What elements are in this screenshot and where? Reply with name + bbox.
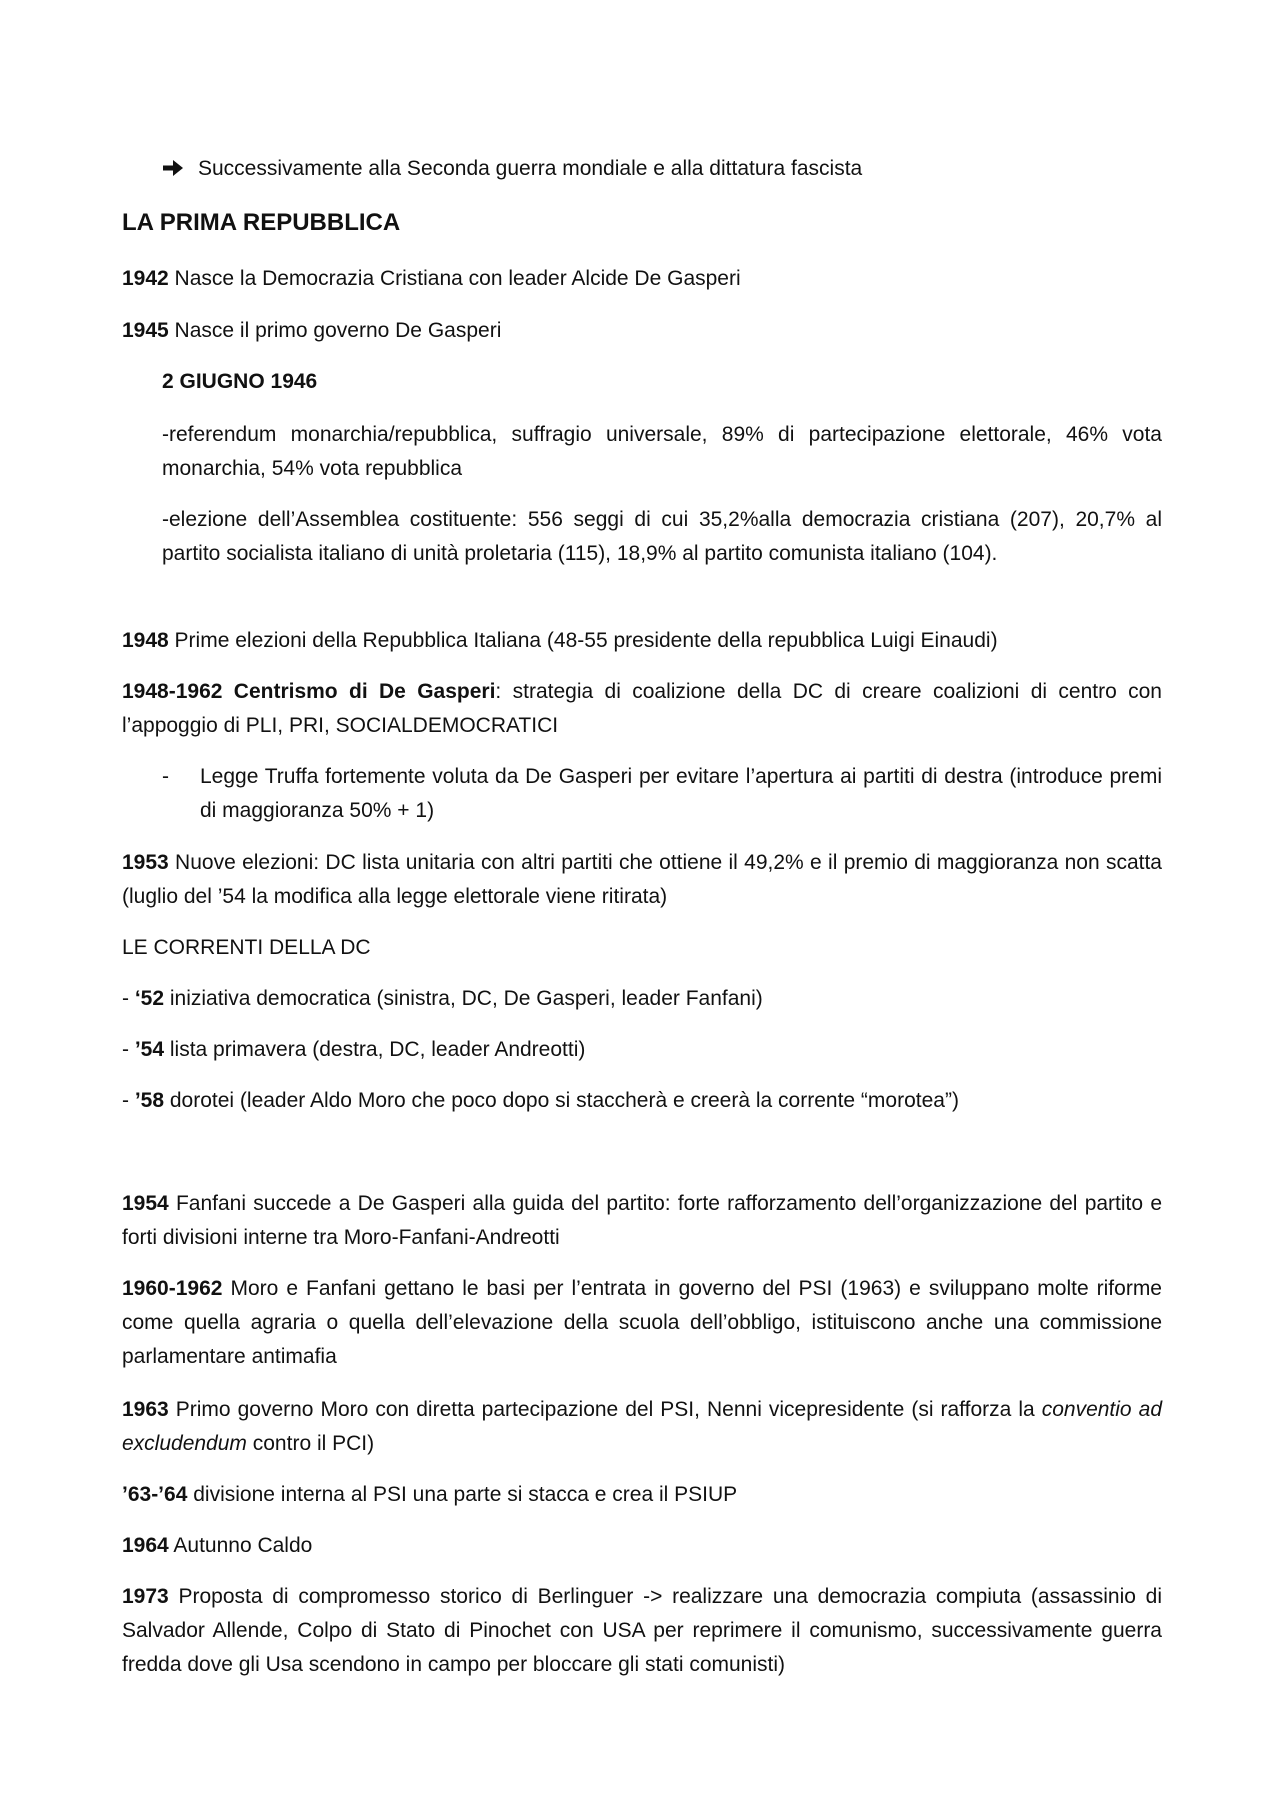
corrente-prefix: - xyxy=(122,1089,135,1112)
event-text: Prime elezioni della Repubblica Italiana (48-55 presidente della repubblica Luigi Einaudi) xyxy=(168,629,998,652)
corrente-year: ’58 xyxy=(134,1089,165,1112)
corrente-year: ’54 xyxy=(134,1038,165,1061)
event-1945 xyxy=(122,314,1162,348)
assemblea-paragraph: -elezione dell’Assemblea costituente: 556 seggi di cui 35,2%alla democrazia cristiana (207), 20,7% al partito socialista italiano di unità proletaria (115), 18,9% al partito comunista italiano (104). xyxy=(162,508,1162,565)
section-title: LA PRIMA REPUBBLICA xyxy=(122,209,401,236)
event-year: 1945 xyxy=(122,319,169,342)
referendum-paragraph: -referendum monarchia/repubblica, suffragio universale, 89% di partecipazione elettorale, 46% vota monarchia, 54% vota repubblica xyxy=(162,423,1162,480)
event-year: ’63-’64 xyxy=(122,1483,188,1506)
correnti-title: LE CORRENTI DELLA DC xyxy=(122,936,371,959)
subheading-2-giugno-1946: 2 GIUGNO 1946 xyxy=(162,370,318,393)
corrente-text: lista primavera (destra, DC, leader Andreotti) xyxy=(164,1038,586,1061)
event-italic-term: conventio ad excludendum xyxy=(122,1398,1162,1455)
corrente-item xyxy=(122,982,1162,1016)
event-text: Autunno Caldo xyxy=(168,1534,313,1557)
event-1973 xyxy=(122,1580,1162,1682)
event-year: 1973 xyxy=(122,1585,169,1608)
event-1960-1962 xyxy=(122,1272,1162,1374)
event-1948 xyxy=(122,624,1162,658)
centrismo-text: : strategia di coalizione della DC di creare coalizioni di centro con l’appoggio di PLI, PRI, SOCIALDEMOCRATICI xyxy=(122,680,1162,737)
event-text: divisione interna al PSI una parte si stacca e crea il PSIUP xyxy=(187,1483,738,1506)
event-year: 1942 xyxy=(122,267,169,290)
corrente-item xyxy=(122,1033,1162,1067)
bullet-dash: - xyxy=(162,765,169,788)
event-1942 xyxy=(122,262,1162,296)
event-text: Fanfani succede a De Gasperi alla guida del partito: forte rafforzamento dell’organizzazione del partito e forti divisioni interne tra Moro-Fanfani-Andreotti xyxy=(122,1192,1162,1249)
corrente-prefix: - xyxy=(122,1038,135,1061)
centrismo-paragraph xyxy=(122,675,1162,743)
event-63-64 xyxy=(122,1478,1162,1512)
event-year: 1963 xyxy=(122,1398,169,1421)
event-1963 xyxy=(122,1393,1162,1461)
event-year: 1964 xyxy=(122,1534,169,1557)
event-text: Proposta di compromesso storico di Berlinguer -> realizzare una democrazia compiuta (assassinio di Salvador Allende, Colpo di Stato di Pinochet con USA per reprimere il comunismo, successivamente guerra fredda dove gli Usa scendono in campo per bloccare gli stati comunisti) xyxy=(122,1585,1162,1676)
event-year: 1954 xyxy=(122,1192,169,1215)
event-text: contro il PCI) xyxy=(246,1432,375,1455)
corrente-text: dorotei (leader Aldo Moro che poco dopo si staccherà e creerà la corrente “morotea”) xyxy=(164,1089,959,1112)
event-text: Nasce il primo governo De Gasperi xyxy=(168,319,502,342)
event-year: 1948 xyxy=(122,629,169,652)
intro-text: Successivamente alla Seconda guerra mondiale e alla dittatura fascista xyxy=(198,157,863,180)
corrente-prefix: - xyxy=(122,987,135,1010)
list-item-text: Legge Truffa fortemente voluta da De Gasperi per evitare l’apertura ai partiti di destra (introduce premi di maggioranza 50% + 1) xyxy=(200,765,1162,822)
intro-line xyxy=(162,152,1162,186)
event-1964 xyxy=(122,1529,1162,1563)
event-year: 1953 xyxy=(122,851,169,874)
event-1954 xyxy=(122,1187,1162,1255)
corrente-year: ‘52 xyxy=(134,987,165,1010)
centrismo-label: 1948-1962 Centrismo di De Gasperi xyxy=(122,680,496,703)
arrow-right-icon xyxy=(162,158,184,178)
corrente-text: iniziativa democratica (sinistra, DC, De Gasperi, leader Fanfani) xyxy=(164,987,763,1010)
event-year: 1960-1962 xyxy=(122,1277,223,1300)
event-1953 xyxy=(122,846,1162,914)
event-text: Nasce la Democrazia Cristiana con leader Alcide De Gasperi xyxy=(168,267,741,290)
event-text: Moro e Fanfani gettano le basi per l’entrata in governo del PSI (1963) e sviluppano molte riforme come quella agraria o quella dell’elevazione della scuola dell’obbligo, istituiscono anche una commissione parlamentare antimafia xyxy=(122,1277,1162,1368)
event-text: Primo governo Moro con diretta partecipazione del PSI, Nenni vicepresidente (si rafforza la xyxy=(168,1398,1042,1421)
event-text: Nuove elezioni: DC lista unitaria con altri partiti che ottiene il 49,2% e il premio di maggioranza non scatta (luglio del ’54 la modifica alla legge elettorale viene ritirata) xyxy=(122,851,1162,908)
corrente-item xyxy=(122,1084,1162,1118)
